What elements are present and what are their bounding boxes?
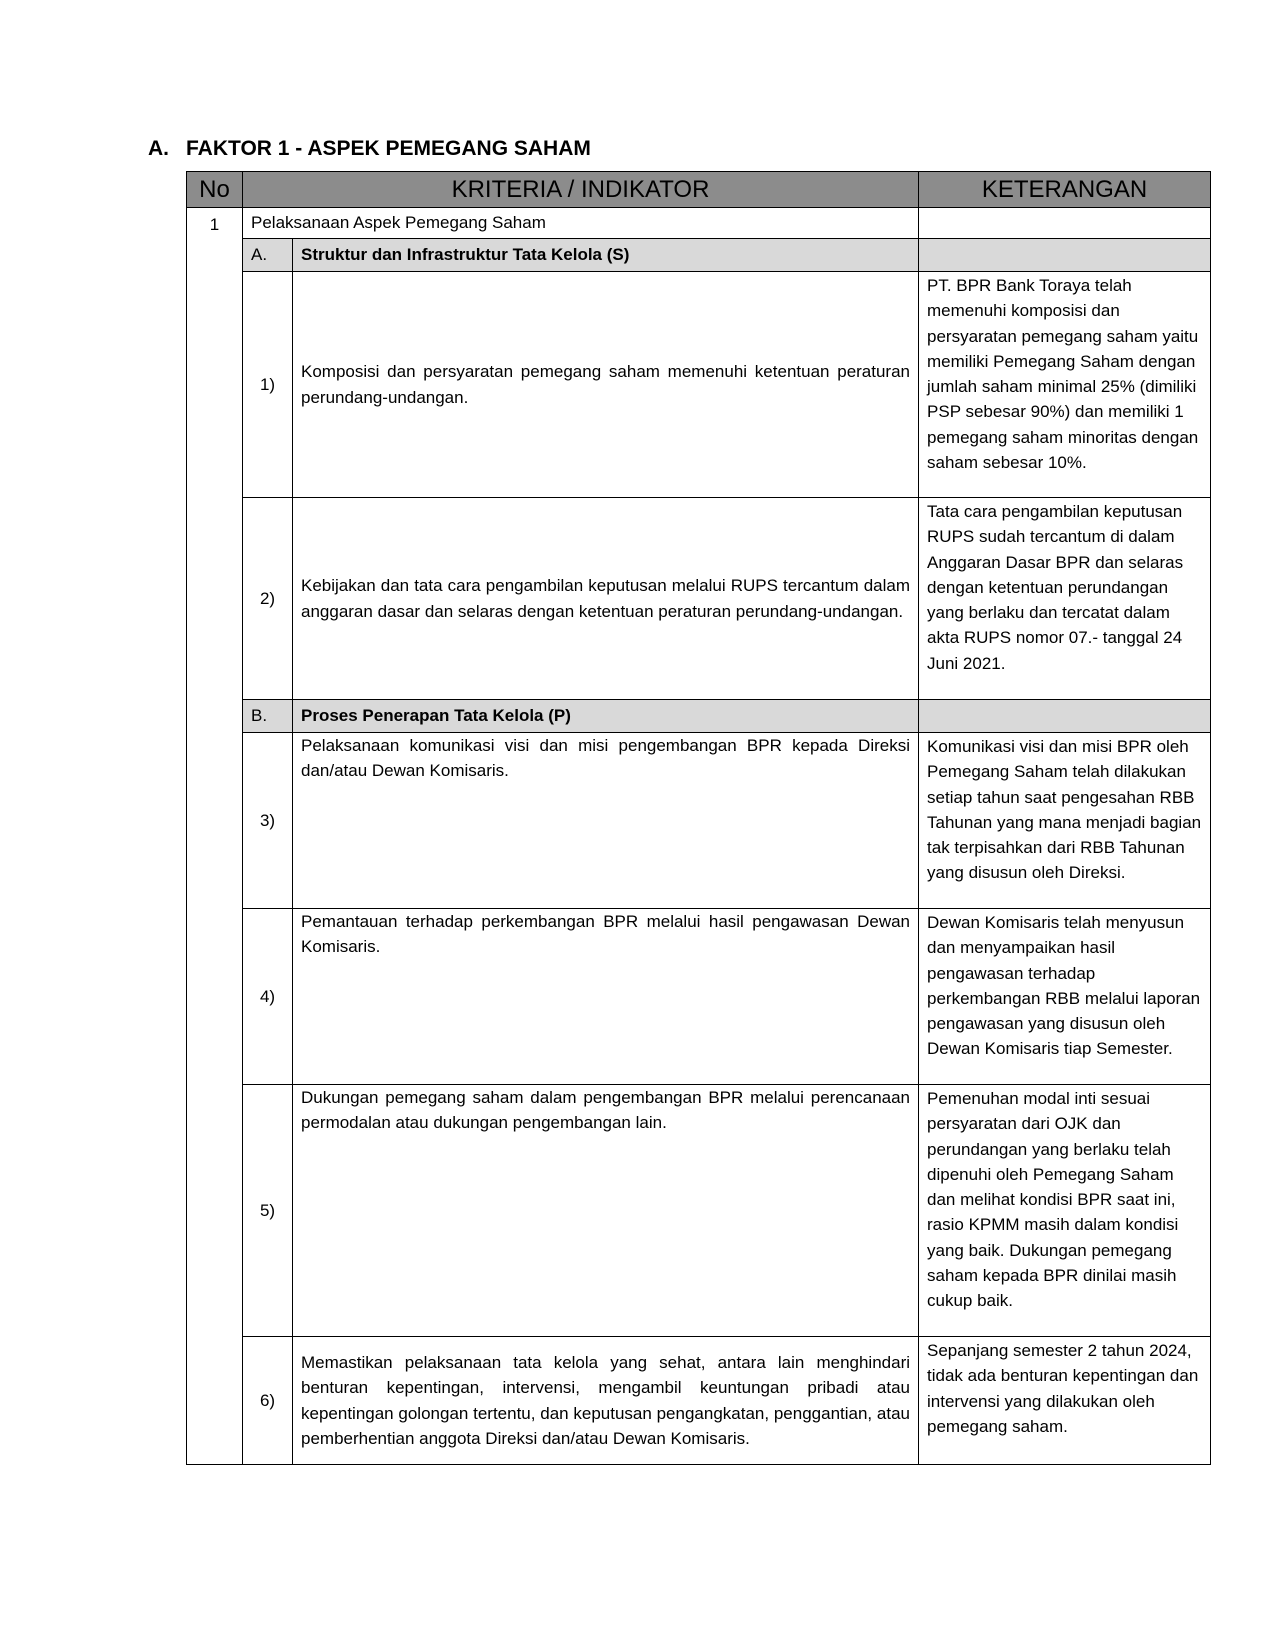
table-row (187, 733, 1211, 909)
subsection-title: Proses Penerapan Tata Kelola (P) (293, 700, 919, 733)
table-header-row (187, 172, 1211, 208)
row-number: 3) (243, 733, 293, 909)
row-number: 2) (243, 498, 293, 700)
table-row (187, 498, 1211, 700)
row-criteria: Kebijakan dan tata cara pengambilan keputusan melalui RUPS tercantum dalam anggaran dasar dan selaras dengan ketentuan peraturan perundang-undangan. (293, 498, 919, 700)
subsection-title: Struktur dan Infrastruktur Tata Kelola (S) (293, 239, 919, 272)
table-row (187, 909, 1211, 1085)
section-title: FAKTOR 1 - ASPEK PEMEGANG SAHAM (186, 137, 591, 160)
table-row (187, 1085, 1211, 1337)
row-number: 6) (243, 1337, 293, 1465)
group-note (919, 208, 1211, 239)
subsection-note (919, 700, 1211, 733)
row-note: Sepanjang semester 2 tahun 2024, tidak ada benturan kepentingan dan intervensi yang dilakukan oleh pemegang saham. (919, 1337, 1211, 1465)
row-criteria: Dukungan pemegang saham dalam pengembangan BPR melalui perencanaan permodalan atau dukungan pengembangan lain. (293, 1085, 919, 1337)
header-no: No (187, 172, 243, 208)
subsection-letter: A. (243, 239, 293, 272)
subsection-row (187, 700, 1211, 733)
row-criteria: Komposisi dan persyaratan pemegang saham memenuhi ketentuan peraturan perundang-undangan. (293, 272, 919, 498)
subsection-note (919, 239, 1211, 272)
subsection-row (187, 239, 1211, 272)
criteria-table (186, 171, 1211, 1465)
subsection-letter: B. (243, 700, 293, 733)
group-row (187, 208, 1211, 239)
header-keterangan: KETERANGAN (919, 172, 1211, 208)
table-row (187, 1337, 1211, 1465)
row-number: 1) (243, 272, 293, 498)
row-criteria: Pelaksanaan komunikasi visi dan misi pengembangan BPR kepada Direksi dan/atau Dewan Komisaris. (293, 733, 919, 909)
section-heading (148, 137, 591, 161)
row-number: 4) (243, 909, 293, 1085)
table-row (187, 272, 1211, 498)
row-criteria: Memastikan pelaksanaan tata kelola yang sehat, antara lain menghindari benturan kepentingan, intervensi, mengambil keuntungan pribadi atau kepentingan golongan tertentu, dan keputusan pengangkatan, penggantian, atau pemberhentian anggota Direksi dan/atau Dewan Komisaris. (293, 1337, 919, 1465)
row-note: Pemenuhan modal inti sesuai persyaratan dari OJK dan perundangan yang berlaku telah dipenuhi oleh Pemegang Saham dan melihat kondisi BPR saat ini, rasio KPMM masih dalam kondisi yang baik. Dukungan pemegang saham kepada BPR dinilai masih cukup baik. (919, 1085, 1211, 1337)
header-kriteria: KRITERIA / INDIKATOR (243, 172, 919, 208)
row-note: Komunikasi visi dan misi BPR oleh Pemegang Saham telah dilakukan setiap tahun saat pengesahan RBB Tahunan yang mana menjadi bagian tak terpisahkan dari RBB Tahunan yang disusun oleh Direksi. (919, 733, 1211, 909)
section-letter: A. (148, 137, 169, 160)
row-note: Tata cara pengambilan keputusan RUPS sudah tercantum di dalam Anggaran Dasar BPR dan selaras dengan ketentuan perundangan yang berlaku dan tercatat dalam akta RUPS nomor 07.- tanggal 24 Juni 2021. (919, 498, 1211, 700)
group-title: Pelaksanaan Aspek Pemegang Saham (243, 208, 919, 239)
row-criteria: Pemantauan terhadap perkembangan BPR melalui hasil pengawasan Dewan Komisaris. (293, 909, 919, 1085)
group-number: 1 (187, 208, 243, 1465)
row-number: 5) (243, 1085, 293, 1337)
row-note: Dewan Komisaris telah menyusun dan menyampaikan hasil pengawasan terhadap perkembangan RBB melalui laporan pengawasan yang disusun oleh Dewan Komisaris tiap Semester. (919, 909, 1211, 1085)
row-note: PT. BPR Bank Toraya telah memenuhi komposisi dan persyaratan pemegang saham yaitu memiliki Pemegang Saham dengan jumlah saham minimal 25% (dimiliki PSP sebesar 90%) dan memiliki 1 pemegang saham minoritas dengan saham sebesar 10%. (919, 272, 1211, 498)
